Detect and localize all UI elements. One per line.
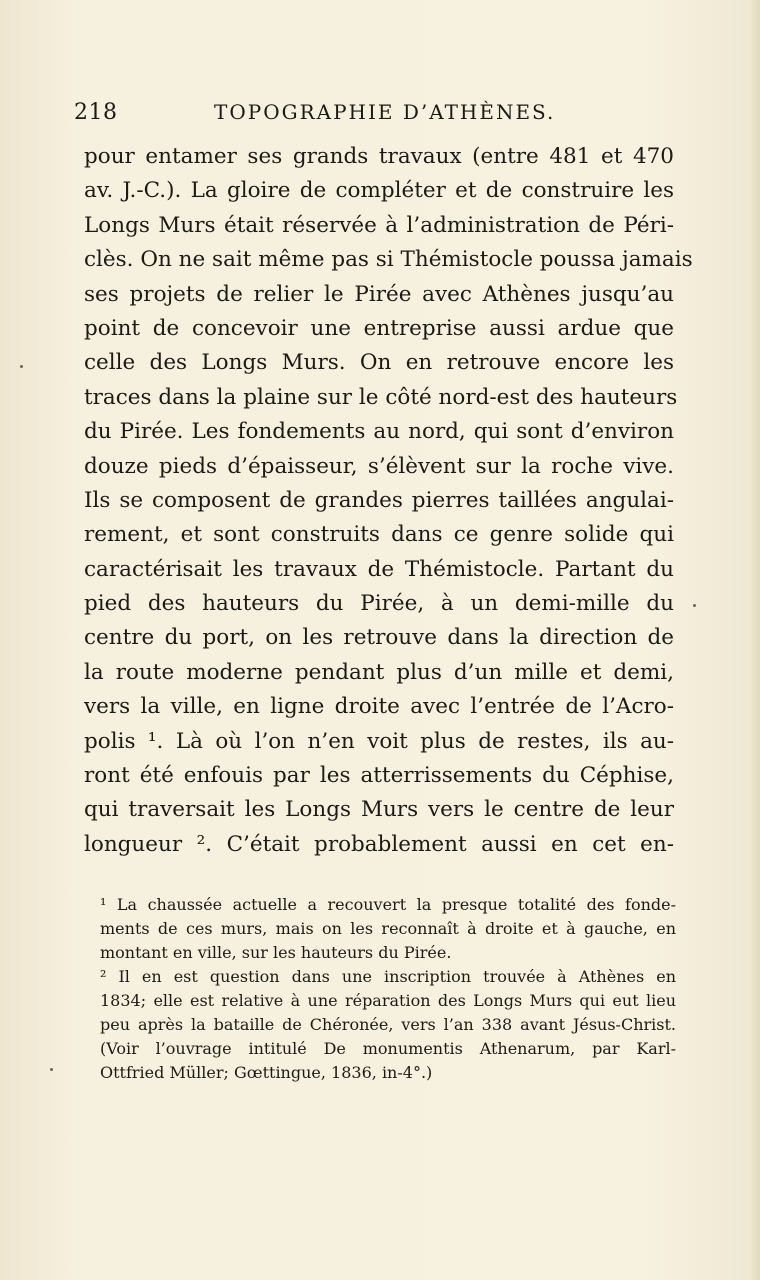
text-line: rement, et sont construits dans ce genre solide qui: [84, 522, 674, 548]
text-line: longueur ². C’était probablement aussi en cet en-: [84, 831, 674, 857]
page-edge: [748, 0, 760, 1280]
footnote-line: peu après la bataille de Chéronée, vers l’an 338 avant Jésus-Christ.: [100, 1015, 676, 1034]
text-line: douze pieds d’épaisseur, s’élèvent sur la roche vive.: [84, 453, 674, 479]
text-line: ront été enfouis par les atterrissements du Céphise,: [84, 763, 674, 789]
text-line: Longs Murs était réservée à l’administration de Péri-: [84, 212, 674, 238]
text-line: centre du port, on les retrouve dans la direction de: [84, 625, 674, 651]
footnote-line: Ottfried Müller; Gœttingue, 1836, in-4°.): [100, 1063, 433, 1082]
footnote-line: ¹ La chaussée actuelle a recouvert la presque totalité des fonde-: [100, 895, 676, 914]
paper-speck: [20, 365, 23, 368]
text-line: polis ¹. Là où l’on n’en voit plus de restes, ils au-: [84, 728, 674, 754]
text-line: clès. On ne sait même pas si Thémistocle poussa jamais: [84, 247, 693, 273]
footnotes: [100, 893, 676, 1085]
text-line: celle des Longs Murs. On en retrouve encore les: [84, 350, 674, 376]
text-line: pied des hauteurs du Pirée, à un demi-mille du: [84, 591, 674, 617]
footnote-2: [100, 965, 676, 1085]
page-header: [74, 100, 674, 130]
text-line: caractérisait les travaux de Thémistocle. Partant du: [84, 556, 674, 582]
footnote-1: [100, 893, 676, 965]
text-line: qui traversait les Longs Murs vers le centre de leur: [84, 797, 674, 823]
text-line: point de concevoir une entreprise aussi ardue que: [84, 315, 674, 341]
text-line: traces dans la plaine sur le côté nord-est des hauteurs: [84, 384, 678, 410]
text-line: ses projets de relier le Pirée avec Athènes jusqu’au: [84, 281, 674, 307]
page-number: 218: [74, 100, 118, 125]
footnote-line: (Voir l’ouvrage intitulé De monumentis Athenarum, par Karl-: [100, 1039, 676, 1058]
text-line: vers la ville, en ligne droite avec l’entrée de l’Acro-: [84, 694, 674, 720]
footnote-line: ² Il en est question dans une inscription trouvée à Athènes en: [100, 967, 676, 986]
paper-speck: [693, 604, 696, 607]
footnote-line: ments de ces murs, mais on les reconnaît à droite et à gauche, en: [100, 919, 676, 938]
text-line: du Pirée. Les fondements au nord, qui sont d’environ: [84, 419, 674, 445]
footnote-line: 1834; elle est relative à une réparation des Longs Murs qui eut lieu: [100, 991, 676, 1010]
text-line: la route moderne pendant plus d’un mille et demi,: [84, 659, 674, 685]
body-text: [84, 140, 693, 862]
running-title: TOPOGRAPHIE D’ATHÈNES.: [214, 100, 556, 124]
footnote-line: montant en ville, sur les hauteurs du Pirée.: [100, 943, 452, 962]
text-line: Ils se composent de grandes pierres taillées angulai-: [84, 487, 674, 513]
text-line: pour entamer ses grands travaux (entre 481 et 470: [84, 144, 674, 169]
paper-speck: [50, 1068, 53, 1071]
text-line: av. J.-C.). La gloire de compléter et de construire les: [84, 178, 674, 204]
